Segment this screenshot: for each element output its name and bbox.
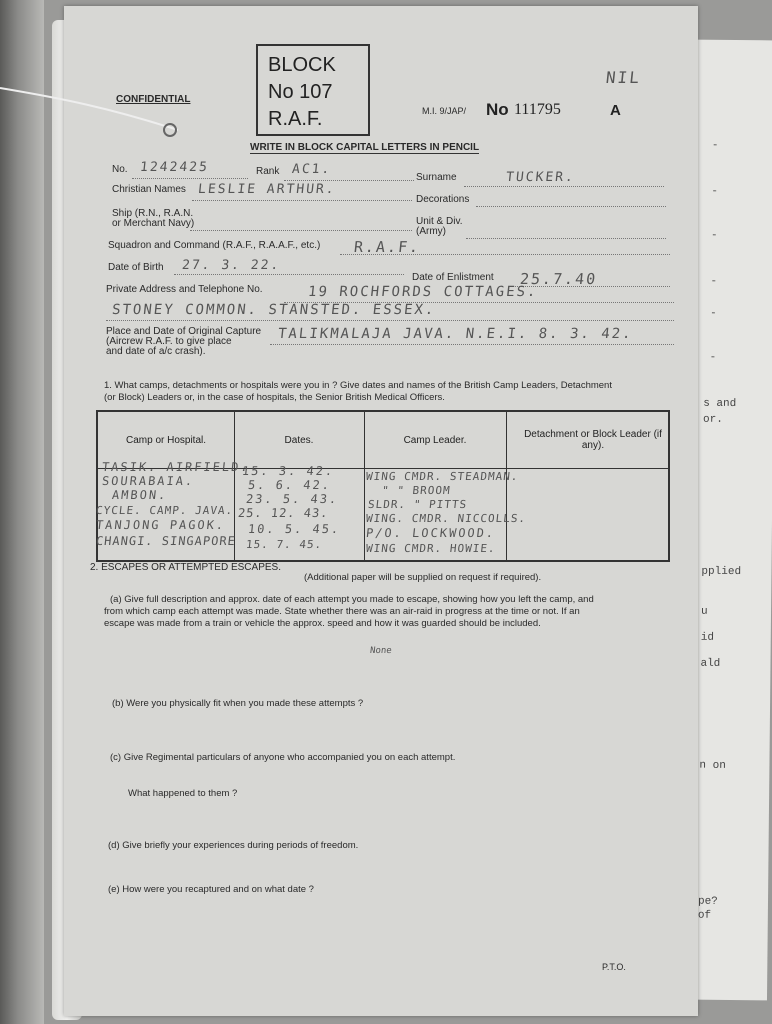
question-2c: (c) Give Regimental particulars of anyone who accompanied you on each attempt.	[110, 752, 456, 763]
ship-label-2: or Merchant Navy)	[112, 218, 195, 229]
block-stamp	[256, 44, 370, 136]
surname-value: TUCKER.	[505, 170, 576, 185]
question-1-cont: (or Block) Leaders or, in the case of hospitals, the Senior British Medical Officers.	[104, 392, 445, 403]
table-cell-leader: SLDR. " PITTS	[367, 498, 468, 511]
address-label: Private Address and Telephone No.	[106, 284, 263, 295]
serial-suffix: A	[610, 102, 621, 119]
unit-label-2: (Army)	[416, 226, 446, 237]
question-2e: (e) How were you recaptured and on what date ?	[108, 884, 314, 895]
underlying-text: id	[700, 631, 715, 644]
question-2a: (a) Give full description and approx. date of each attempt you made to escape, showing how you left the camp, and	[110, 594, 594, 605]
serial-number: 111795	[514, 101, 561, 118]
table-cell-camp: CHANGI. SINGAPORE	[95, 534, 237, 548]
address-line-2: STONEY COMMON. STANSTED. ESSEX.	[111, 302, 437, 318]
underlying-text: of	[697, 909, 712, 922]
capture-label-3: and date of a/c crash).	[106, 346, 206, 357]
underlying-page: - - - - - - s and or. pplied u id ald n on pe? of	[685, 40, 772, 1001]
question-2b: (b) Were you physically fit when you made these attempts ?	[112, 698, 364, 709]
confidential-label: CONFIDENTIAL	[116, 94, 191, 105]
stamp-line: BLOCK	[268, 54, 336, 76]
table-cell-camp: TANJONG PAGOK.	[95, 518, 226, 532]
table-cell-leader: WING CMDR. HOWIE.	[365, 542, 497, 555]
question-2-title: 2. ESCAPES OR ATTEMPTED ESCAPES.	[90, 562, 281, 573]
table-cell-date: 15. 7. 45.	[245, 538, 323, 551]
column-header-detachment-leader: Detachment or Block Leader (if any).	[524, 429, 662, 451]
escape-answer: None	[369, 646, 393, 656]
table-cell-date: 5. 6. 42.	[247, 478, 332, 492]
liberation-questionnaire-form	[64, 6, 698, 1016]
underlying-text: pplied	[701, 565, 742, 579]
underlying-text: s and	[703, 397, 737, 411]
capture-value: TALIKMALAJA JAVA. N.E.I. 8. 3. 42.	[277, 326, 634, 342]
tag-string	[0, 78, 180, 138]
surname-label: Surname	[416, 172, 457, 183]
enlistment-value: 25.7.40	[519, 270, 599, 288]
underlying-text: pe?	[697, 895, 718, 908]
column-header-camp: Camp or Hospital.	[125, 434, 207, 446]
reference-label: M.I. 9/JAP/	[422, 106, 467, 116]
rank-value: AC1.	[291, 162, 333, 177]
camps-table	[96, 410, 670, 562]
table-cell-camp: SOURABAIA.	[101, 474, 195, 488]
table-cell-camp: AMBON.	[111, 488, 169, 502]
capture-label-2: (Aircrew R.A.F. to give place	[106, 336, 232, 347]
table-cell-date: 15. 3. 42.	[241, 464, 335, 478]
underlying-text: n on	[699, 759, 726, 772]
christian-names-value: LESLIE ARTHUR.	[197, 182, 337, 197]
underlying-text: u	[700, 605, 708, 618]
rank-label: Rank	[256, 166, 280, 177]
date-of-birth-value: 27. 3. 22.	[181, 258, 282, 273]
column-header-dates: Dates.	[284, 434, 314, 446]
unit-label: Unit & Div.	[416, 216, 463, 227]
binder-edge	[0, 0, 44, 1024]
number-symbol: No	[486, 100, 509, 119]
ship-label: Ship (R.N., R.A.N.	[112, 208, 194, 219]
question-2c-followup: What happened to them ?	[128, 788, 238, 799]
table-cell-camp: TASIK. AIRFIELD.	[101, 460, 251, 474]
table-cell-camp: CYCLE. CAMP. JAVA.	[95, 504, 234, 517]
underlying-text: or.	[702, 413, 723, 426]
no-label: No.	[112, 164, 128, 175]
table-cell-date: 10. 5. 45.	[247, 522, 341, 536]
decorations-label: Decorations	[416, 194, 470, 205]
question-2d: (d) Give briefly your experiences during periods of freedom.	[108, 840, 359, 851]
column-header-camp-leader: Camp Leader.	[403, 434, 467, 446]
nil-annotation: NIL	[605, 68, 642, 87]
table-cell-date: 23. 5. 43.	[245, 492, 339, 506]
service-number: 1242425	[139, 160, 210, 175]
address-line-1: 19 ROCHFORDS COTTAGES.	[307, 284, 539, 300]
instruction-heading: WRITE IN BLOCK CAPITAL LETTERS IN PENCIL	[250, 142, 480, 153]
christian-names-label: Christian Names	[112, 184, 186, 195]
underlying-text: ald	[700, 657, 721, 670]
date-of-birth-label: Date of Birth	[108, 262, 164, 273]
table-cell-leader: WING CMDR. STEADMAN.	[365, 470, 520, 483]
question-2a-cont: from which camp each attempt was made. State whether there was an air-raid in progress at the time or not. If an	[104, 606, 580, 617]
squadron-label: Squadron and Command (R.A.F., R.A.A.F., etc.)	[108, 240, 321, 251]
table-cell-date: 25. 12. 43.	[237, 506, 330, 520]
stamp-line: R.A.F.	[268, 108, 323, 130]
question-1: 1. What camps, detachments or hospitals were you in ? Give dates and names of the British Camp Leaders, Detachment	[104, 380, 612, 391]
squadron-value: R.A.F.	[353, 238, 422, 256]
table-cell-leader: WING. CMDR. NICCOLLS.	[365, 512, 527, 525]
please-turn-over: P.T.O.	[602, 962, 626, 972]
question-2a-cont: escape was made from a train or vehicle the approx. speed and how it was guarded should be included.	[104, 618, 541, 629]
stamp-line: No 107	[268, 81, 333, 103]
table-cell-leader: " " BROOM	[381, 484, 452, 497]
question-2-note: (Additional paper will be supplied on request if required).	[304, 572, 542, 583]
capture-label: Place and Date of Original Capture	[106, 326, 262, 337]
enlistment-label: Date of Enlistment	[412, 272, 494, 283]
table-cell-leader: P/O. LOCKWOOD.	[365, 526, 496, 540]
